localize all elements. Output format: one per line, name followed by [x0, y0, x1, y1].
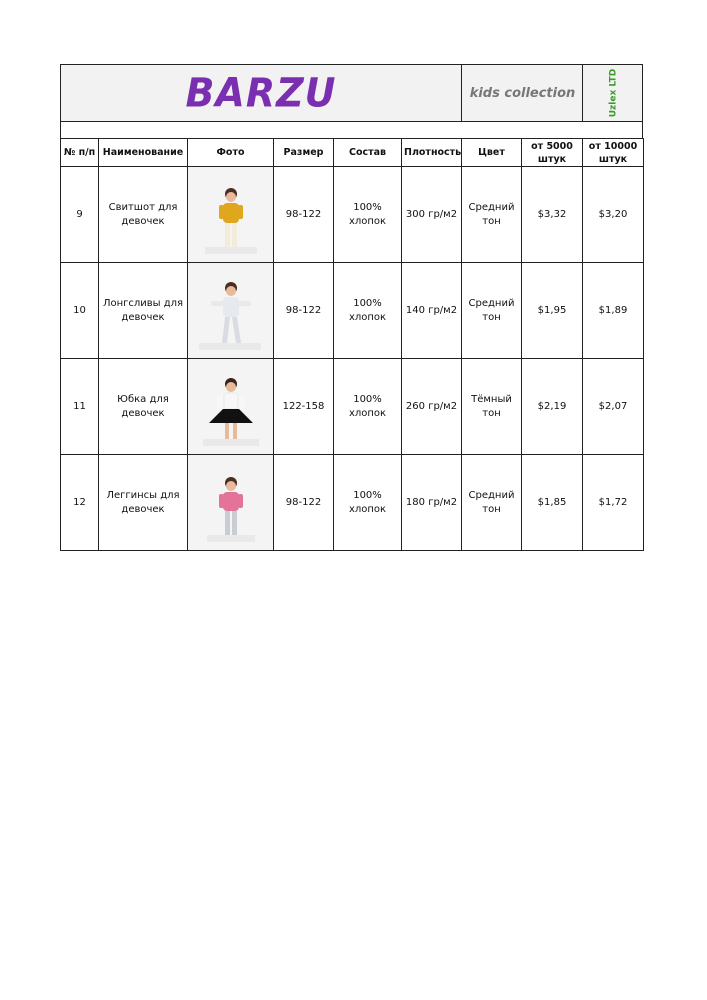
row-price-10000: $3,20 — [583, 167, 644, 263]
row-composition: 100% хлопок — [334, 167, 402, 263]
product-table — [60, 138, 644, 551]
row-photo — [188, 167, 274, 263]
girl-white-longsleeve-icon — [189, 263, 273, 353]
brand-logo: BARZU — [185, 69, 337, 117]
price-sheet — [60, 64, 643, 551]
table-row — [61, 455, 644, 551]
row-composition: 100% хлопок — [334, 263, 402, 359]
table-row — [61, 359, 644, 455]
header-composition: Состав — [334, 139, 402, 167]
table-header-row — [61, 139, 644, 167]
row-photo — [188, 263, 274, 359]
row-price-5000: $3,32 — [522, 167, 583, 263]
row-num: 11 — [61, 359, 99, 455]
row-density: 260 гр/м2 — [402, 359, 462, 455]
header-name: Наименование — [99, 139, 188, 167]
row-composition: 100% хлопок — [334, 359, 402, 455]
row-size: 122-158 — [274, 359, 334, 455]
header-num: № п/п — [61, 139, 99, 167]
sheet-header — [60, 64, 643, 122]
row-composition: 100% хлопок — [334, 455, 402, 551]
row-density: 300 гр/м2 — [402, 167, 462, 263]
collection-label: kids collection — [469, 85, 576, 101]
row-color: Средний тон — [462, 167, 522, 263]
row-price-10000: $1,89 — [583, 263, 644, 359]
company-cell — [582, 65, 643, 121]
row-num: 12 — [61, 455, 99, 551]
row-name: Леггинсы для девочек — [99, 455, 188, 551]
table-row — [61, 263, 644, 359]
spacer-row — [60, 122, 643, 138]
header-size: Размер — [274, 139, 334, 167]
header-density: Плотность — [402, 139, 462, 167]
row-name: Лонгсливы для девочек — [99, 263, 188, 359]
girl-yellow-sweatshirt-icon — [189, 167, 273, 257]
row-photo — [188, 359, 274, 455]
header-color: Цвет — [462, 139, 522, 167]
row-density: 140 гр/м2 — [402, 263, 462, 359]
row-size: 98-122 — [274, 455, 334, 551]
row-size: 98-122 — [274, 167, 334, 263]
header-price-5000: от 5000 штук — [522, 139, 583, 167]
row-price-10000: $1,72 — [583, 455, 644, 551]
header-price-10000: от 10000 штук — [583, 139, 644, 167]
table-row — [61, 167, 644, 263]
row-num: 10 — [61, 263, 99, 359]
row-color: Средний тон — [462, 455, 522, 551]
row-color: Средний тон — [462, 263, 522, 359]
row-color: Тёмный тон — [462, 359, 522, 455]
collection-cell — [461, 65, 583, 121]
row-price-10000: $2,07 — [583, 359, 644, 455]
girl-pink-leggings-icon — [189, 455, 273, 545]
header-photo: Фото — [188, 139, 274, 167]
row-price-5000: $1,95 — [522, 263, 583, 359]
row-size: 98-122 — [274, 263, 334, 359]
logo-cell — [61, 65, 461, 121]
row-name: Свитшот для девочек — [99, 167, 188, 263]
row-price-5000: $2,19 — [522, 359, 583, 455]
row-photo — [188, 455, 274, 551]
row-name: Юбка для девочек — [99, 359, 188, 455]
row-price-5000: $1,85 — [522, 455, 583, 551]
row-density: 180 гр/м2 — [402, 455, 462, 551]
row-num: 9 — [61, 167, 99, 263]
girl-black-skirt-icon — [189, 359, 273, 449]
company-label: Uzlex LTD — [608, 68, 618, 118]
